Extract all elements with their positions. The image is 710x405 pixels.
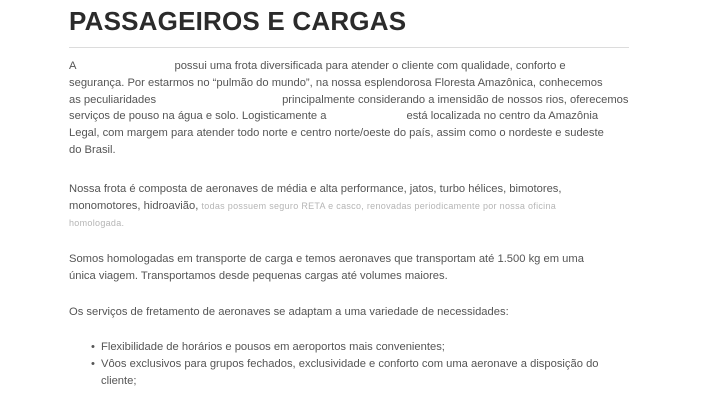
paragraph-frota-intro — [69, 58, 629, 159]
list-item — [91, 339, 631, 356]
paragraph-fretamento — [69, 304, 629, 321]
paragraph-frota-composicao — [69, 181, 629, 231]
paragraph-line: Nossa frota é composta de aeronaves de média e alta performance, jatos, turbo hélices, bimotores, — [69, 183, 562, 195]
paragraph-line: do Brasil. — [69, 143, 116, 156]
text-fragment: está localizada no centro da Amazônia — [406, 110, 599, 123]
text-fragment: monomotores, hidroavião, — [69, 199, 199, 212]
faded-text: homologada. — [69, 217, 125, 228]
text-fragment: principalmente considerando a imensidão de nossos rios, oferecemos — [282, 93, 629, 106]
list-item-text: • Flexibilidade de horários e pousos em aeroportos mais convenientes; — [101, 341, 445, 353]
text-fragment: serviços de pouso na água e solo. Logisticamente a — [69, 110, 327, 123]
paragraph-line — [69, 58, 629, 75]
list-item — [91, 356, 631, 390]
paragraph-line: Legal, com margem para atender todo norte e centro norte/oeste do país, assim como o nordeste e sudeste — [69, 127, 604, 140]
paragraph-line: Somos homologadas em transporte de carga e temos aeronaves que transportam até 1.500 kg em uma — [69, 253, 584, 265]
list-item-text: • Vôos exclusivos para grupos fechados, exclusividade e conforto com uma aeronave a disposição do — [101, 357, 599, 370]
paragraph-line — [69, 108, 629, 125]
text-fragment: as peculiaridades — [69, 93, 157, 106]
paragraph-line — [69, 198, 629, 215]
paragraph-line: Os serviços de fretamento de aeronaves se adaptam a uma variedade de necessidades: — [69, 306, 509, 318]
paragraph-line: única viagem. Transportamos desde pequenas cargas até volumes maiores. — [69, 269, 448, 282]
paragraph-line: segurança. Por estarmos no “pulmão do mundo”, na nossa esplendorosa Floresta Amazônica, conhecemos — [69, 76, 603, 89]
title-divider — [69, 47, 629, 48]
faded-text: todas possuem seguro RETA e casco, renovadas periodicamente por nossa oficina — [201, 200, 557, 211]
text-fragment: A — [69, 60, 77, 72]
paragraph-line — [69, 92, 629, 109]
text-fragment: possui uma frota diversificada para atender o cliente com qualidade, conforto e — [174, 60, 566, 72]
list-item-text: cliente; — [101, 374, 137, 387]
page-title: PASSAGEIROS E CARGAS — [69, 6, 407, 36]
paragraph-carga — [69, 251, 629, 285]
services-list — [91, 339, 631, 389]
